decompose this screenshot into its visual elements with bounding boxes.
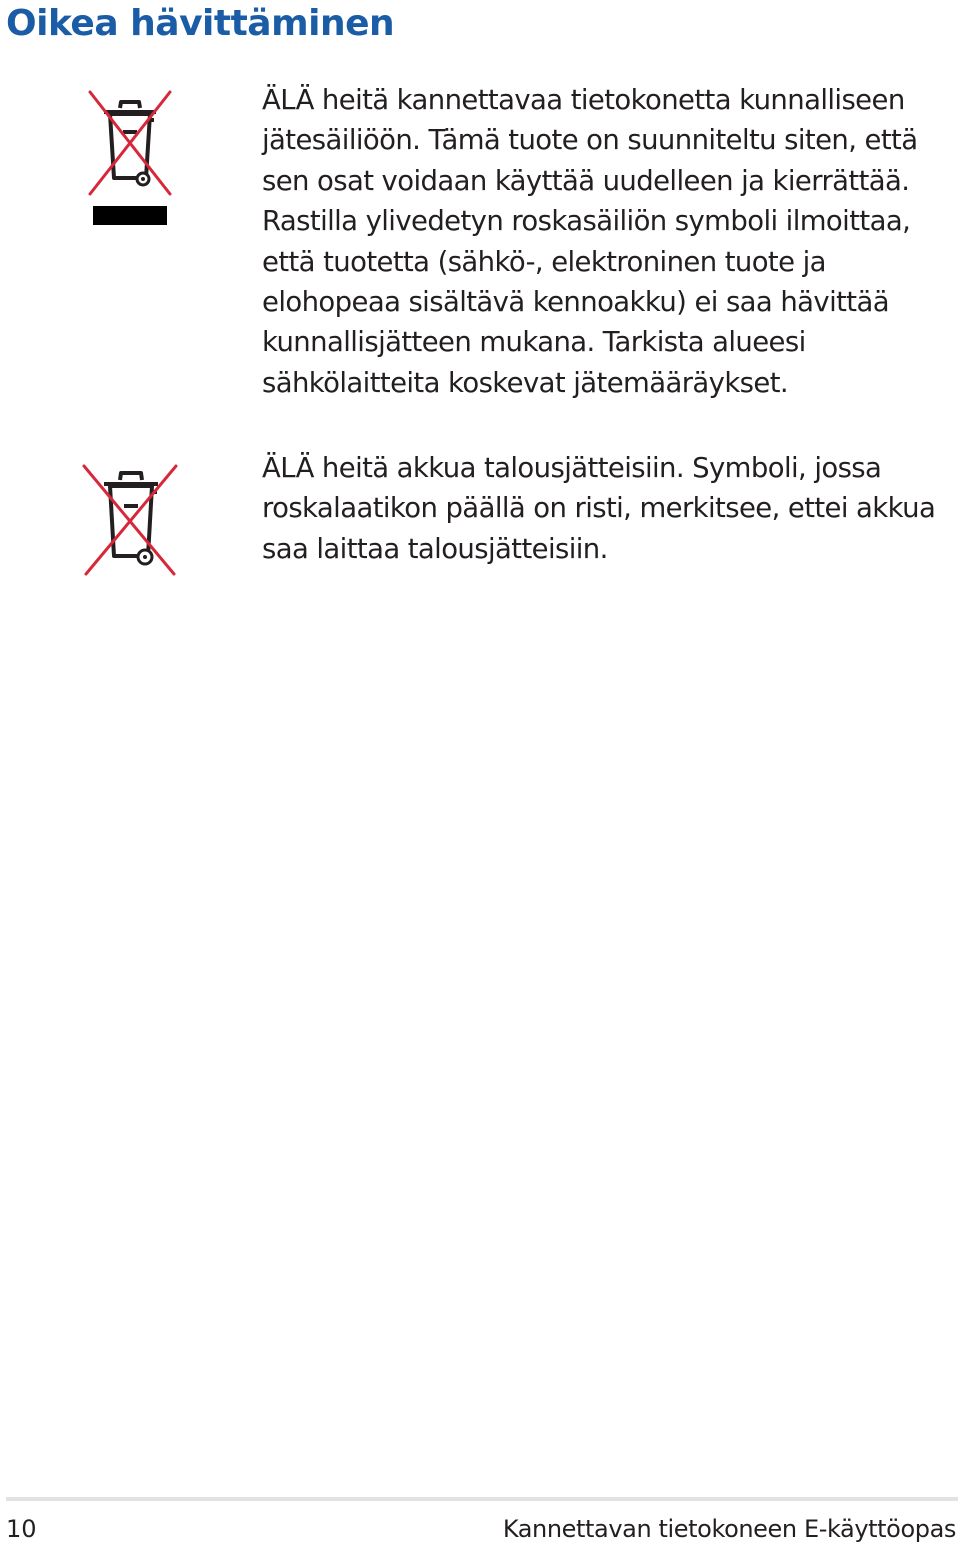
- disposal-section-laptop: [0, 80, 960, 410]
- battery-disposal-text: ÄLÄ heitä akkua talousjätteisiin. Symboli, jossa roskalaatikon päällä on risti, merkitsee, ettei akkua saa laittaa talousjätteisiin.: [262, 452, 936, 565]
- disposal-section-battery: [0, 448, 960, 588]
- footer-document-title: Kannettavan tietokoneen E-käyttöopas: [502, 1515, 956, 1543]
- laptop-disposal-text: ÄLÄ heitä kannettavaa tietokonetta kunnalliseen jätesäiliöön. Tämä tuote on suunniteltu siten, että sen osat voidaan käyttää uudelleen ja kierrättää. Rastilla ylivedetyn roskasäiliön symboli ilmoittaa, että tuotetta (sähkö-, elektroninen tuote ja elohopeaa sisältävä kennoakku) ei saa hävittää kunnallisjätteen mukana. Tarkista alueesi sähkölaitteita koskevat jätemääräykset.: [262, 84, 918, 399]
- page-title: Oikea hävittäminen: [6, 3, 395, 44]
- footer-divider: [6, 1497, 958, 1501]
- crossed-out-wheelie-bin-icon: [78, 456, 182, 576]
- page-number: 10: [6, 1515, 37, 1543]
- crossed-out-wheelie-bin-with-bar-icon: [80, 90, 180, 230]
